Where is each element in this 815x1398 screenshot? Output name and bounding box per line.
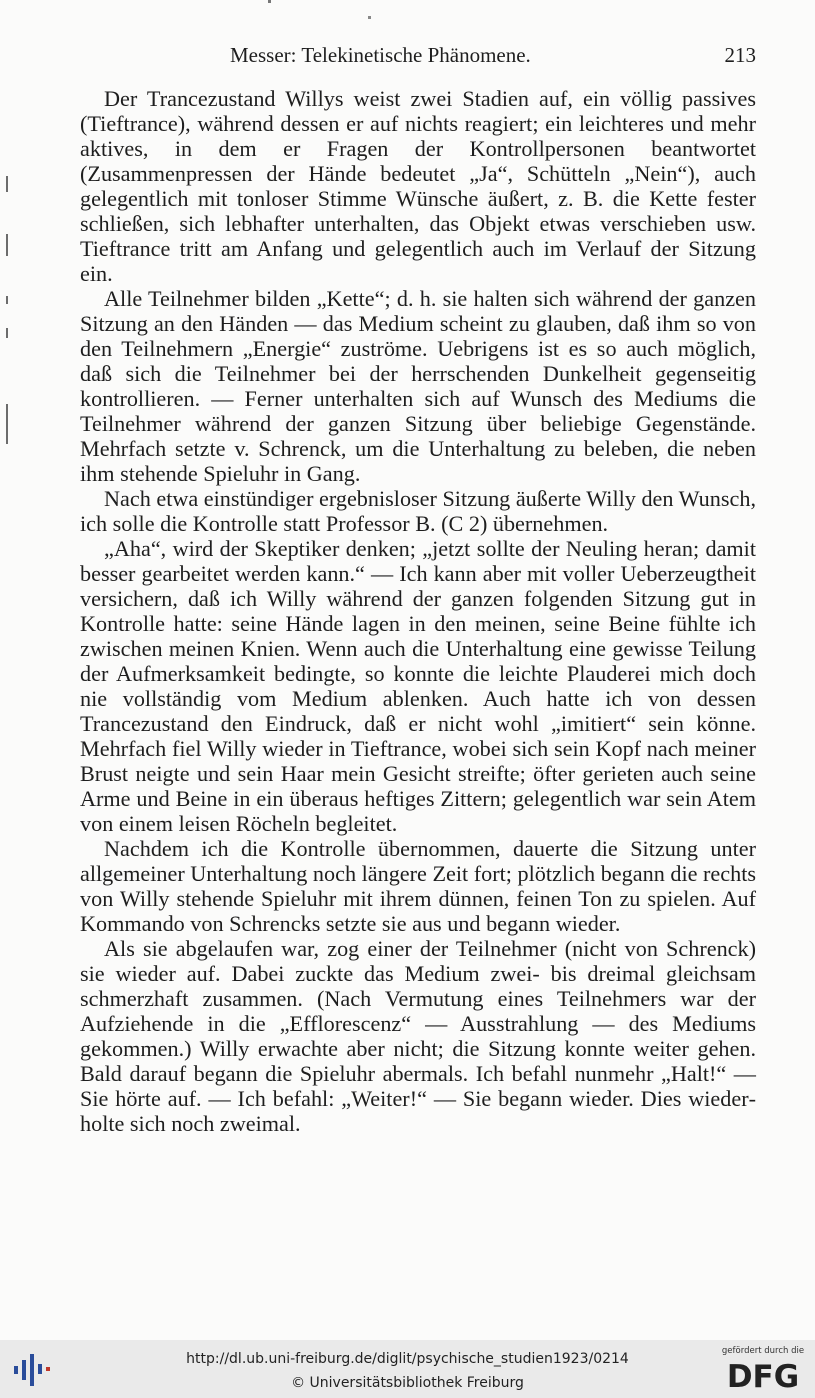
margin-mark xyxy=(6,234,8,256)
paragraph: „Aha“, wird der Skeptiker denken; „jetzt sollte der Neuling heran; damit besser gearbeitet werden kann.“ — Ich kann aber mit voller Ueberzeugtheit versichern, daß ich Willy während der ganzen folgenden Sitzung gut in Kontrolle hatte: seine Hände lagen in den meinen, seine Beine fühlte ich zwischen meinen Knien. Wenn auch die Unterhaltung eine gewisse Teilung der Aufmerksamkeit bedingte, so konnte die leichte Plauderei mich doch nie vollständig vom Medium ablenken. Auch hatte ich von dessen Trancezustand den Eindruck, daß er nicht wohl „imitiert“ sein könne. Mehrfach fiel Willy wieder in Tieftrance, wobei sich sein Kopf nach meiner Brust neigte und sein Haar mein Gesicht streifte; öfter gerieten auch seine Arme und Beine in ein überaus heftiges Zittern; gelegentlich war sein Atem von einem leisen Röcheln begleitet. xyxy=(80,536,756,836)
margin-mark xyxy=(6,296,8,304)
source-url-link[interactable]: http://dl.ub.uni-freiburg.de/diglit/psychische_studien1923/0214 xyxy=(186,1351,629,1367)
paragraph: Als sie abgelaufen war, zog einer der Teilnehmer (nicht von Schrenck) sie wieder auf. Dabei zuckte das Medium zwei- bis dreimal gleichsam schmerzhaft zusammen. (Nach Vermutung eines Teilnehmers war der Aufziehende in die „Efflorescenz“ — Ausstrahlung — des Mediums gekommen.) Willy erwachte aber nicht; die Sitzung konnte weiter gehen. Bald darauf begann die Spieluhr abermals. Ich befahl nunmehr „Halt!“ — Sie hörte auf. — Ich befahl: „Weiter!“ — Sie begann wieder. Dies wiederholte sich noch zweimal. xyxy=(80,936,756,1136)
margin-mark xyxy=(6,176,8,192)
copyright-notice: © Universitätsbibliothek Freiburg xyxy=(291,1375,524,1391)
paragraph: Alle Teilnehmer bilden „Kette“; d. h. sie halten sich während der ganzen Sitzung an den Händen — das Medium scheint zu glauben, daß ihm so von den Teilnehmern „Energie“ zuströme. Uebrigens ist es so auch möglich, daß sich die Teilnehmer bei der herrschenden Dunkelheit gegenseitig kontrollieren. — Ferner unterhalten sich auf Wunsch des Mediums die Teilnehmer während der ganzen Sitzung über beliebige Gegenstände. Mehrfach setzte v. Schrenck, um die Unterhaltung zu beleben, die neben ihm stehende Spieluhr in Gang. xyxy=(80,286,756,486)
margin-marks xyxy=(6,170,12,470)
margin-mark xyxy=(6,328,8,338)
scan-artifact-dot xyxy=(368,16,371,19)
running-header xyxy=(80,43,756,71)
dfg-caption: gefördert durch die xyxy=(721,1346,805,1356)
scan-artifact-dot xyxy=(268,0,271,3)
margin-mark xyxy=(6,404,8,444)
paragraph: Nachdem ich die Kontrolle übernommen, dauerte die Sitzung unter allgemeiner Unterhaltung noch längere Zeit fort; plötzlich begann die rechts von Willy stehende Spieluhr mit ihrem dünnen, feinen Ton zu spielen. Auf Kommando von Schrencks setzte sie aus und begann wieder. xyxy=(80,836,756,936)
running-title: Messer: Telekinetische Phänomene. xyxy=(230,43,531,67)
body-text xyxy=(80,86,756,1136)
footer-bar xyxy=(0,1340,815,1398)
paragraph: Der Trancezustand Willys weist zwei Stadien auf, ein völlig passives (Tieftrance), während dessen er auf nichts reagiert; ein leichteres und mehr aktives, in dem er Fragen der Kontrollpersonen beantwortet (Zusammenpressen der Hände bedeutet „Ja“, Schütteln „Nein“), auch gelegentlich mit tonloser Stimme Wünsche äußert, z. B. die Kette fester schließen, sich lebhafter unterhalten, das Objekt etwas verschieben usw. Tieftrance tritt am Anfang und gelegentlich auch im Verlauf der Sitzung ein. xyxy=(80,86,756,286)
page-number: 213 xyxy=(724,43,756,67)
paragraph: Nach etwa einstündiger ergebnisloser Sitzung äußerte Willy den Wunsch, ich solle die Kontrolle statt Professor B. (C 2) übernehmen. xyxy=(80,486,756,536)
dfg-logo-text: DFG xyxy=(726,1359,800,1392)
dfg-funding-logo xyxy=(719,1346,807,1394)
dfg-logo-icon xyxy=(719,1358,807,1392)
